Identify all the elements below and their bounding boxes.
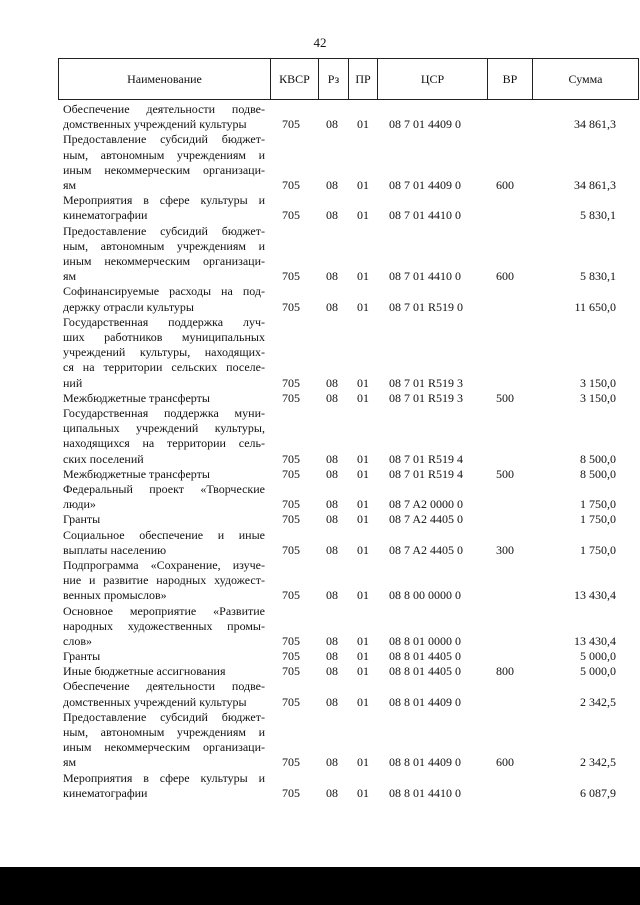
row-rz: 08 xyxy=(326,664,338,679)
row-csr: 08 7 01 R519 4 xyxy=(389,451,464,466)
row-sum: 8 500,0 xyxy=(580,451,616,466)
row-name-line: Иные бюджетные ассигнования xyxy=(63,664,226,679)
row-pr: 01 xyxy=(357,755,369,770)
row-name-line: Мероприятия в сфере культуры и xyxy=(63,770,265,785)
row-name xyxy=(63,406,265,467)
header-csr: ЦСР xyxy=(377,59,487,99)
row-pr: 01 xyxy=(357,512,369,527)
header-pr: ПР xyxy=(348,59,377,99)
row-name xyxy=(63,771,265,801)
row-rz: 08 xyxy=(326,177,338,192)
row-name-line: кинематографии xyxy=(63,208,148,223)
row-pr: 01 xyxy=(357,649,369,664)
row-kvsr: 705 xyxy=(282,694,300,709)
row-pr: 01 xyxy=(357,117,369,132)
scan-bottom-edge xyxy=(0,867,640,905)
table-row xyxy=(0,406,640,467)
row-rz: 08 xyxy=(326,588,338,603)
row-name-line: домственных учреждений культуры xyxy=(63,117,247,132)
row-rz: 08 xyxy=(326,649,338,664)
row-csr: 08 7 A2 0000 0 xyxy=(389,497,464,512)
row-sum: 34 861,3 xyxy=(574,117,616,132)
row-vr: 600 xyxy=(496,269,514,284)
row-name-line: Обеспечение деятельности подве- xyxy=(63,102,265,116)
row-vr: 300 xyxy=(496,542,514,557)
row-pr: 01 xyxy=(357,177,369,192)
row-name-line: ний xyxy=(63,375,83,390)
row-rz: 08 xyxy=(326,694,338,709)
table-row xyxy=(0,467,640,482)
table-row xyxy=(0,679,640,709)
row-rz: 08 xyxy=(326,466,338,481)
row-kvsr: 705 xyxy=(282,451,300,466)
table-row xyxy=(0,649,640,664)
row-name-line: люди» xyxy=(63,497,96,512)
row-sum: 5 000,0 xyxy=(580,649,616,664)
row-rz: 08 xyxy=(326,542,338,557)
row-csr: 08 7 01 R519 4 xyxy=(389,466,464,481)
row-name xyxy=(63,604,265,650)
row-name-line: ным, автономным учреждениям и xyxy=(63,147,265,162)
table-row xyxy=(0,528,640,558)
row-sum: 5 000,0 xyxy=(580,664,616,679)
row-rz: 08 xyxy=(326,755,338,770)
row-rz: 08 xyxy=(326,451,338,466)
row-name xyxy=(63,102,265,132)
row-name xyxy=(63,649,265,664)
row-rz: 08 xyxy=(326,633,338,648)
row-rz: 08 xyxy=(326,117,338,132)
row-name xyxy=(63,710,265,771)
row-name xyxy=(63,391,265,406)
row-sum: 6 087,9 xyxy=(580,785,616,800)
row-sum: 13 430,4 xyxy=(574,633,616,648)
row-name-line: Основное мероприятие «Развитие xyxy=(63,603,265,618)
row-vr: 600 xyxy=(496,755,514,770)
row-csr: 08 7 01 R519 0 xyxy=(389,299,464,314)
row-sum: 11 650,0 xyxy=(574,299,616,314)
row-name-line: учреждений культуры, находящих- xyxy=(63,345,265,360)
header-rz: Рз xyxy=(318,59,348,99)
header-kvsr: КВСР xyxy=(270,59,318,99)
row-name xyxy=(63,132,265,193)
row-name-line: ние и развитие народных художест- xyxy=(63,573,265,588)
row-csr: 08 8 01 4405 0 xyxy=(389,649,461,664)
row-csr: 08 8 01 4409 0 xyxy=(389,755,461,770)
row-sum: 34 861,3 xyxy=(574,177,616,192)
row-kvsr: 705 xyxy=(282,117,300,132)
row-name-line: Межбюджетные трансферты xyxy=(63,466,210,481)
table-row xyxy=(0,558,640,604)
row-name-line: венных промыслов» xyxy=(63,588,167,603)
row-rz: 08 xyxy=(326,269,338,284)
table-row xyxy=(0,284,640,314)
row-name xyxy=(63,528,265,558)
row-name-line: ным, автономным учреждениям и xyxy=(63,725,265,740)
table-row xyxy=(0,391,640,406)
row-pr: 01 xyxy=(357,664,369,679)
row-pr: 01 xyxy=(357,497,369,512)
table-row xyxy=(0,710,640,771)
row-csr: 08 7 01 4409 0 xyxy=(389,177,461,192)
row-csr: 08 7 A2 4405 0 xyxy=(389,512,464,527)
row-rz: 08 xyxy=(326,785,338,800)
table-row xyxy=(0,771,640,801)
row-name xyxy=(63,467,265,482)
table-row xyxy=(0,102,640,132)
row-csr: 08 7 01 R519 3 xyxy=(389,375,464,390)
row-name-line: Государственная поддержка муни- xyxy=(63,405,265,420)
table-row xyxy=(0,132,640,193)
row-sum: 13 430,4 xyxy=(574,588,616,603)
row-name-line: народных художественных промы- xyxy=(63,618,265,633)
row-sum: 3 150,0 xyxy=(580,390,616,405)
row-name-line: Предоставление субсидий бюджет- xyxy=(63,709,265,724)
row-name-line: держку отрасли культуры xyxy=(63,299,194,314)
row-kvsr: 705 xyxy=(282,208,300,223)
row-name xyxy=(63,679,265,709)
table-row xyxy=(0,482,640,512)
row-name-line: Социальное обеспечение и иные xyxy=(63,527,265,542)
row-sum: 2 342,5 xyxy=(580,694,616,709)
table-row xyxy=(0,604,640,650)
row-pr: 01 xyxy=(357,390,369,405)
row-vr: 500 xyxy=(496,466,514,481)
row-name-line: ся на территории сельских поселе- xyxy=(63,360,265,375)
row-name-line: Обеспечение деятельности подве- xyxy=(63,679,265,694)
row-kvsr: 705 xyxy=(282,755,300,770)
row-rz: 08 xyxy=(326,208,338,223)
row-name-line: ным, автономным учреждениям и xyxy=(63,238,265,253)
row-name xyxy=(63,193,265,223)
row-name-line: ципальных учреждений культуры, xyxy=(63,421,265,436)
row-name-line: домственных учреждений культуры xyxy=(63,694,247,709)
row-name-line: ских поселений xyxy=(63,451,144,466)
row-name-line: Гранты xyxy=(63,512,101,527)
row-sum: 5 830,1 xyxy=(580,269,616,284)
row-name xyxy=(63,482,265,512)
row-kvsr: 705 xyxy=(282,375,300,390)
header-name: Наименование xyxy=(127,71,202,86)
row-name xyxy=(63,224,265,285)
row-vr: 500 xyxy=(496,390,514,405)
header-sum: Сумма xyxy=(532,59,638,99)
row-sum: 5 830,1 xyxy=(580,208,616,223)
row-name-line: ям xyxy=(63,269,77,284)
row-kvsr: 705 xyxy=(282,299,300,314)
header-vr: ВР xyxy=(487,59,532,99)
row-sum: 1 750,0 xyxy=(580,542,616,557)
row-name-line: Предоставление субсидий бюджет- xyxy=(63,223,265,238)
row-pr: 01 xyxy=(357,299,369,314)
row-rz: 08 xyxy=(326,390,338,405)
row-kvsr: 705 xyxy=(282,649,300,664)
row-name-line: Подпрограмма «Сохранение, изуче- xyxy=(63,557,265,572)
row-name-line: выплаты населению xyxy=(63,542,167,557)
row-pr: 01 xyxy=(357,375,369,390)
row-rz: 08 xyxy=(326,512,338,527)
row-sum: 3 150,0 xyxy=(580,375,616,390)
row-pr: 01 xyxy=(357,451,369,466)
row-name-line: Софинансируемые расходы на под- xyxy=(63,284,265,299)
row-name-line: Государственная поддержка луч- xyxy=(63,314,265,329)
row-name xyxy=(63,512,265,527)
row-csr: 08 8 01 4409 0 xyxy=(389,694,461,709)
row-kvsr: 705 xyxy=(282,269,300,284)
page-number: 42 xyxy=(313,35,327,50)
row-pr: 01 xyxy=(357,269,369,284)
row-kvsr: 705 xyxy=(282,466,300,481)
row-csr: 08 7 01 4409 0 xyxy=(389,117,461,132)
table-row xyxy=(0,315,640,391)
row-name-line: иным некоммерческим организаци- xyxy=(63,162,265,177)
row-rz: 08 xyxy=(326,299,338,314)
row-name-line: находящихся на территории сель- xyxy=(63,436,265,451)
row-kvsr: 705 xyxy=(282,512,300,527)
table-row xyxy=(0,664,640,679)
row-vr: 600 xyxy=(496,177,514,192)
row-name-line: кинематографии xyxy=(63,785,148,800)
row-rz: 08 xyxy=(326,497,338,512)
row-csr: 08 7 01 4410 0 xyxy=(389,269,461,284)
row-csr: 08 8 00 0000 0 xyxy=(389,588,461,603)
row-sum: 8 500,0 xyxy=(580,466,616,481)
row-name-line: Гранты xyxy=(63,649,101,664)
row-vr: 800 xyxy=(496,664,514,679)
row-name xyxy=(63,664,265,679)
row-sum: 1 750,0 xyxy=(580,512,616,527)
row-pr: 01 xyxy=(357,542,369,557)
row-csr: 08 8 01 4410 0 xyxy=(389,785,461,800)
row-sum: 1 750,0 xyxy=(580,497,616,512)
row-pr: 01 xyxy=(357,208,369,223)
row-name xyxy=(63,284,265,314)
row-pr: 01 xyxy=(357,588,369,603)
row-name-line: ших работников муниципальных xyxy=(63,329,265,344)
row-rz: 08 xyxy=(326,375,338,390)
row-pr: 01 xyxy=(357,466,369,481)
row-pr: 01 xyxy=(357,633,369,648)
row-name-line: Мероприятия в сфере культуры и xyxy=(63,193,265,208)
row-name-line: иным некоммерческим организаци- xyxy=(63,253,265,268)
row-csr: 08 7 01 R519 3 xyxy=(389,390,464,405)
row-pr: 01 xyxy=(357,785,369,800)
row-kvsr: 705 xyxy=(282,542,300,557)
table-body xyxy=(0,102,640,801)
row-name-line: Межбюджетные трансферты xyxy=(63,390,210,405)
row-name-line: Предоставление субсидий бюджет- xyxy=(63,132,265,147)
row-kvsr: 705 xyxy=(282,785,300,800)
row-csr: 08 8 01 4405 0 xyxy=(389,664,461,679)
row-kvsr: 705 xyxy=(282,588,300,603)
table-header xyxy=(58,58,639,100)
row-name-line: иным некоммерческим организаци- xyxy=(63,740,265,755)
row-kvsr: 705 xyxy=(282,177,300,192)
row-csr: 08 8 01 0000 0 xyxy=(389,633,461,648)
table-row xyxy=(0,512,640,527)
row-csr: 08 7 A2 4405 0 xyxy=(389,542,464,557)
row-kvsr: 705 xyxy=(282,497,300,512)
table-row xyxy=(0,224,640,285)
row-sum: 2 342,5 xyxy=(580,755,616,770)
row-kvsr: 705 xyxy=(282,664,300,679)
row-pr: 01 xyxy=(357,694,369,709)
row-csr: 08 7 01 4410 0 xyxy=(389,208,461,223)
row-kvsr: 705 xyxy=(282,633,300,648)
row-name xyxy=(63,558,265,604)
row-name-line: ям xyxy=(63,178,77,192)
row-name-line: Федеральный проект «Творческие xyxy=(63,481,265,496)
row-name-line: слов» xyxy=(63,633,92,648)
row-kvsr: 705 xyxy=(282,390,300,405)
row-name xyxy=(63,315,265,391)
table-row xyxy=(0,193,640,223)
row-name-line: ям xyxy=(63,755,77,770)
